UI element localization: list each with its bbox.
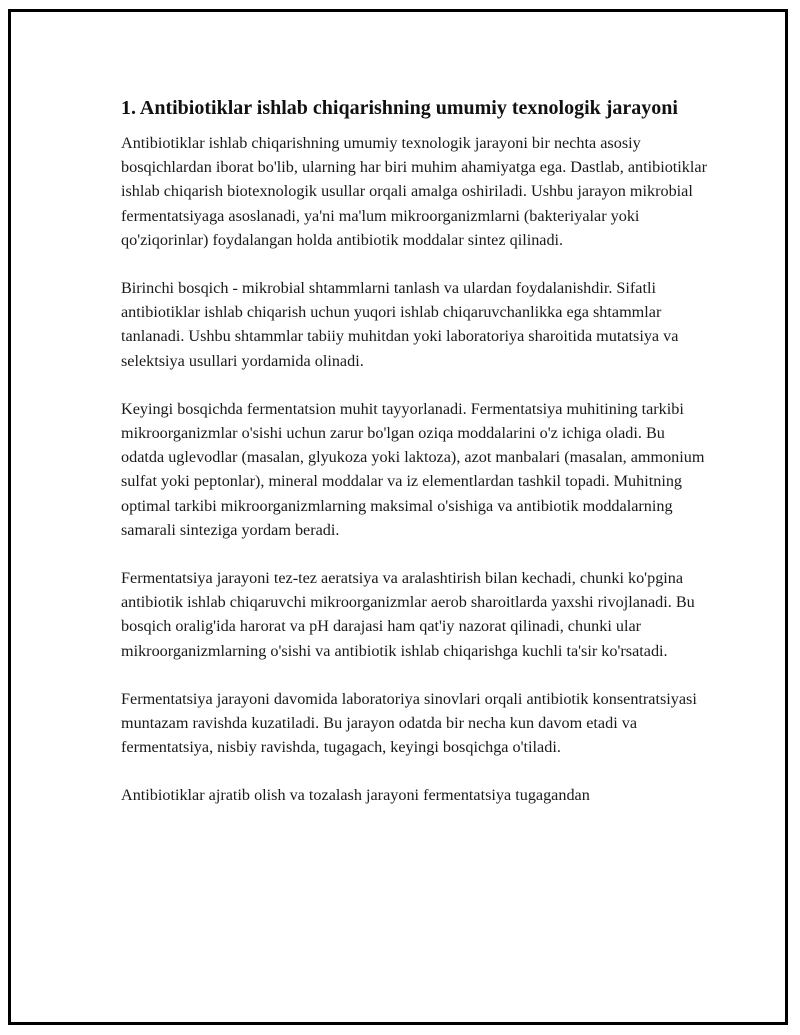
- page-frame: [8, 9, 788, 1025]
- paragraph-2: Birinchi bosqich - mikrobial shtammlarni tanlash va ulardan foydalanishdir. Sifatli antibiotiklar ishlab chiqarish uchun yuqori ishlab chiqaruvchanlikka ega shtammlar tanlanadi. Ushbu shtammlar tabiiy muhitdan yoki laboratoriya sharoitida mutatsiya va selektsiya usullari yordamida olinadi.: [121, 279, 679, 370]
- paragraph-1: Antibiotiklar ishlab chiqarishning umumiy texnologik jarayoni bir nechta asosiy bosqichlardan iborat bo'lib, ularning har biri muhim ahamiyatga ega. Dastlab, antibiotiklar ishlab chiqarish biotexnologik usullar orqali amalga oshiriladi. Ushbu jarayon mikrobial fermentatsiyaga asoslanadi, ya'ni ma'lum mikroorganizmlarni (bakteriyalar yoki qo'ziqorinlar) foydalangan holda antibiotik moddalar sintez qilinadi.: [121, 134, 707, 249]
- paragraph-3: Keyingi bosqichda fermentatsion muhit tayyorlanadi. Fermentatsiya muhitining tarkibi mikroorganizmlar o'sishi uchun zarur bo'lgan oziqa moddalarini o'z ichiga oladi. Bu odatda uglevodlar (masalan, glyukoza yoki laktoza), azot manbalari (masalan, ammonium sulfat yoki peptonlar), mineral moddalar va iz elementlardan tashkil topadi. Muhitning optimal tarkibi mikroorganizmlarning maksimal o'sishiga va antibiotik moddalarning samarali sinteziga yordam beradi.: [121, 399, 705, 539]
- paragraph-6: Antibiotiklar ajratib olish va tozalash jarayoni fermentatsiya tugagandan: [121, 786, 590, 805]
- paragraph-5: Fermentatsiya jarayoni davomida laboratoriya sinovlari orqali antibiotik konsentratsiyasi muntazam ravishda kuzatiladi. Bu jarayon odatda bir necha kun davom etadi va fermentatsiya, nisbiy ravishda, tugagach, keyingi bosqichga o'tiladi.: [121, 689, 697, 757]
- document-content: [121, 94, 711, 832]
- paragraph-4: Fermentatsiya jarayoni tez-tez aeratsiya va aralashtirish bilan kechadi, chunki ko'pgina antibiotik ishlab chiqaruvchi mikroorganizmlar aerob sharoitlarda yaxshi rivojlanadi. Bu bosqich oralig'ida harorat va pH darajasi ham qat'iy nazorat qilinadi, chunki ular mikroorganizmlarning o'sishi va antibiotik ishlab chiqarishga kuchli ta'sir ko'rsatadi.: [121, 569, 695, 660]
- section-heading: 1. Antibiotiklar ishlab chiqarishning umumiy texnologik jarayoni: [121, 97, 678, 119]
